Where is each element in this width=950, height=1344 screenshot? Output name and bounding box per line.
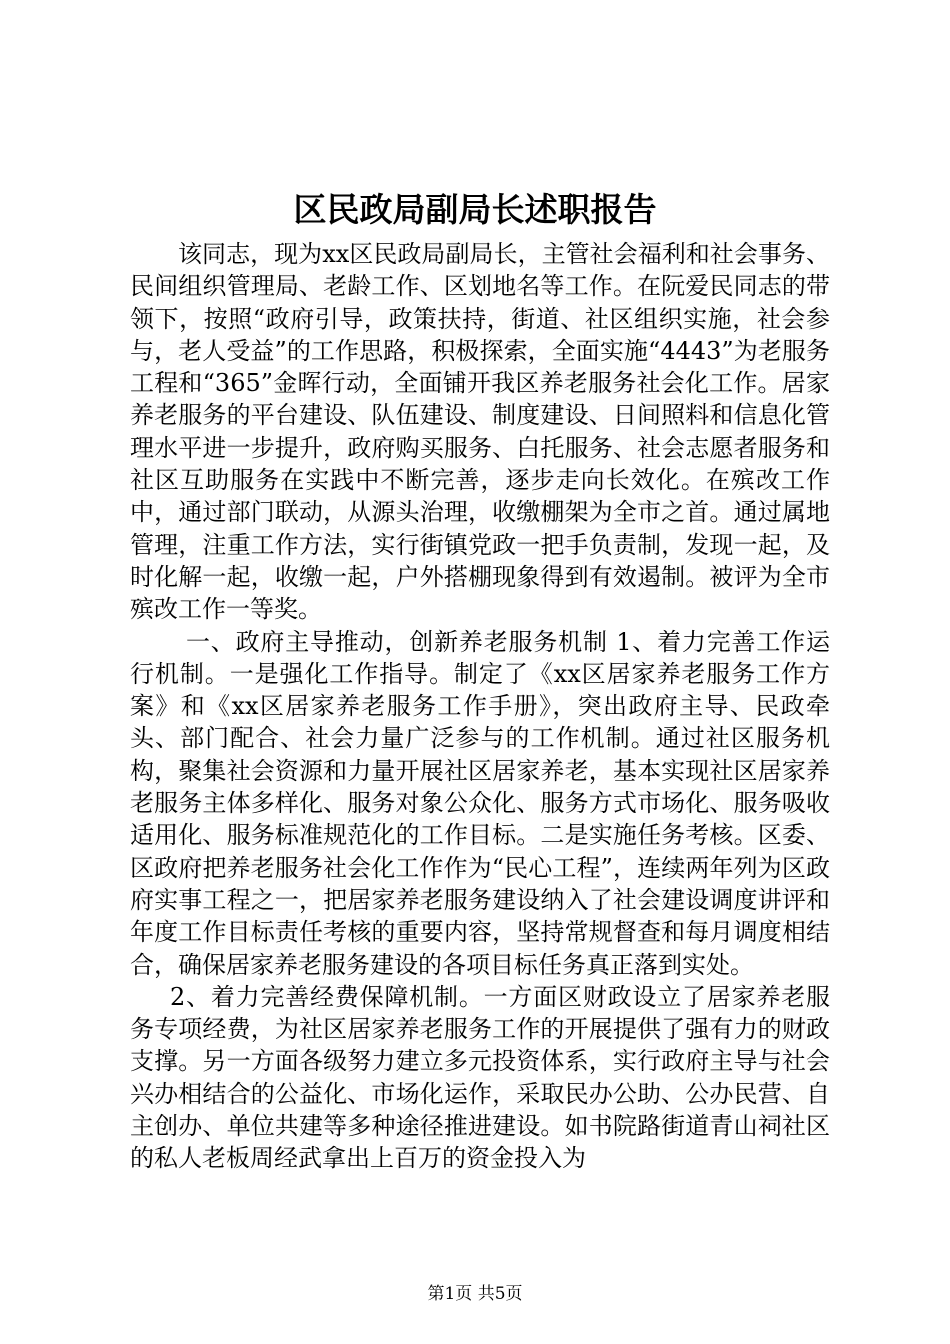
paragraph-section-one: 一、政府主导推动，创新养老服务机制 1、着力完善工作运行机制。一是强化工作指导。制定了《xx区居家养老服务工作方案》和《xx区居家养老服务工作手册》，突出政府主导、民政牵头、部门配合、社会力量广泛参与的工作机制。通过社区服务机构，聚集社会资源和力量开展社区居家养老，基本实现社区居家养老服务主体多样化、服务对象公众化、服务方式市场化、服务吸收适用化、服务标准规范化的工作目标。二是实施任务考核。区委、区政府把养老服务社会化工作作为“民心工程”，连续两年列为区政府实事工程之一，把居家养老服务建设纳入了社会建设调度讲评和年度工作目标责任考核的重要内容，坚持常规督查和每月调度相结合，确保居家养老服务建设的各项目标任务真正落到实处。 [130, 627, 830, 979]
paragraph-funding: 2、着力完善经费保障机制。一方面区财政设立了居家养老服务专项经费，为社区居家养老服务工作的开展提供了强有力的财政支撑。另一方面各级努力建立多元投资体系，实行政府主导与社会兴办相结合的公益化、市场化运作，采取民办公助、公办民营、自主创办、单位共建等多种途径推进建设。如书院路街道青山祠社区的私人老板周经武拿出上百万的资金投入为 [130, 982, 830, 1173]
page-number-footer: 第1页 共5页 [427, 1284, 523, 1304]
document-title: 区民政局副局长述职报告 [293, 190, 657, 229]
document-body [130, 238, 830, 1175]
paragraph-intro: 该同志，现为xx区民政局副局长，主管社会福利和社会事务、民间组织管理局、老龄工作、区划地名等工作。在阮爱民同志的带领下，按照“政府引导，政策扶持，街道、社区组织实施，社会参与，老人受益”的工作思路，积极探索，全面实施“4443”为老服务工程和“365”金晖行动，全面铺开我区养老服务社会化工作。居家养老服务的平台建设、队伍建设、制度建设、日间照料和信息化管理水平进一步提升，政府购买服务、白托服务、社会志愿者服务和社区互助服务在实践中不断完善，逐步走向长效化。在殡改工作中，通过部门联动，从源头治理，收缴棚架为全市之首。通过属地管理，注重工作方法，实行街镇党政一把手负责制，发现一起，及时化解一起，收缴一起，户外搭棚现象得到有效遏制。被评为全市殡改工作一等奖。 [130, 240, 830, 624]
